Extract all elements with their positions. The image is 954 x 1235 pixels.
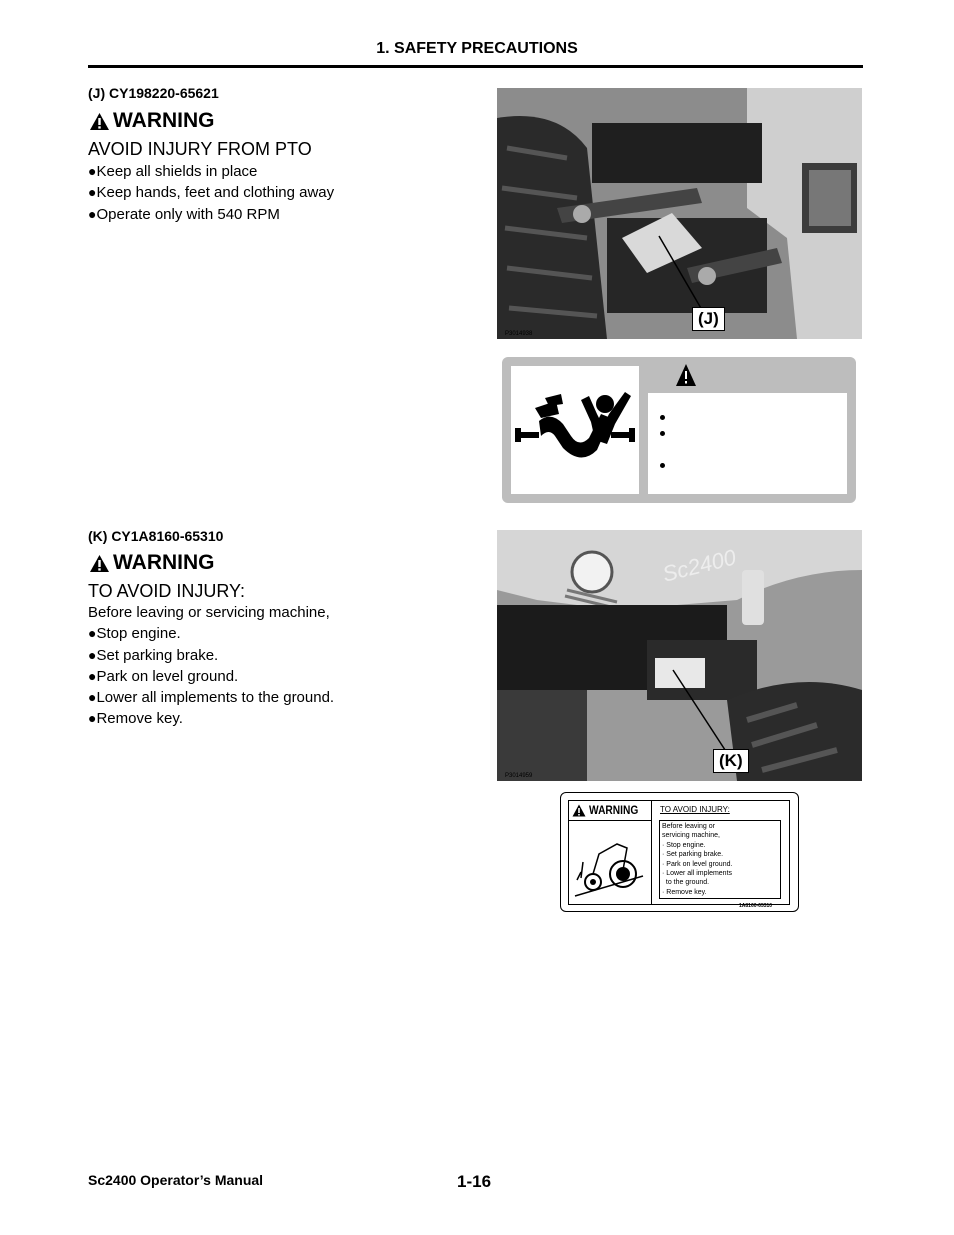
section-k-decal-text-box: Before leaving or servicing machine, · Stop engine. · Set parking brake. · Park on level ground. · Lower all implements to the ground. · Remove key. [659, 820, 781, 899]
warning-triangle-icon [648, 362, 846, 390]
footer-manual-title: Sc2400 Operator’s Manual [88, 1172, 264, 1188]
section-k-decal-part-number: 1A8160-65310 [739, 903, 773, 909]
warning-triangle-icon [89, 112, 110, 131]
list-item: ●Remove key. [88, 710, 183, 728]
warning-triangle-icon [89, 554, 110, 573]
section-k-warning-heading [89, 551, 215, 575]
bullet-icon [660, 431, 665, 436]
section-k-intro: Before leaving or servicing machine, [88, 604, 330, 621]
section-j-bullet-list [88, 161, 334, 225]
bullet-icon: ● [88, 710, 97, 727]
section-k-bullet-list [88, 603, 334, 730]
section-k-id: (K) CY1A8160-65310 [88, 528, 224, 544]
bullet-icon: ● [88, 184, 97, 201]
section-j-photo [497, 88, 862, 339]
section-j-decal-header [648, 362, 846, 390]
section-k-warning-label: WARNING [113, 551, 215, 574]
bullet-icon: ● [88, 163, 97, 179]
section-j-photo-code: P3014938 [505, 331, 533, 337]
list-item: ●Operate only with 540 RPM [88, 205, 280, 223]
footer-page-number: 1-16 [457, 1172, 492, 1191]
bullet-icon: ● [88, 646, 97, 663]
decal-divider [651, 800, 652, 904]
section-k-photo-code: P3014959 [505, 773, 533, 779]
section-j-warning-label: WARNING [113, 109, 215, 132]
section-j-warning-heading [89, 109, 215, 133]
bullet-icon: ● [88, 689, 97, 706]
list-item: ●Keep all shields in place [88, 163, 258, 180]
section-j-id: (J) CY198220-65621 [88, 85, 219, 101]
section-j-decal-text-panel [648, 393, 847, 494]
tractor-pto-photo-illustration [497, 88, 862, 339]
section-k-callout-label: (K) [713, 749, 749, 773]
tractor-rollover-icon [573, 832, 645, 898]
section-k-photo-model-text: Sc2400 [659, 544, 739, 587]
list-item: ●Park on level ground. [88, 667, 239, 685]
section-k-subtitle: TO AVOID INJURY: [88, 581, 246, 601]
section-k-decal-warning-heading [572, 803, 647, 817]
bullet-icon: ● [88, 625, 97, 642]
pto-entanglement-icon [511, 366, 639, 494]
section-j-callout-label: (J) [692, 307, 725, 331]
bullet-icon [660, 463, 665, 468]
section-k-decal-pictogram [573, 832, 645, 903]
page-header-title: 1. SAFETY PRECAUTIONS [376, 40, 578, 57]
list-item: ●Set parking brake. [88, 646, 219, 664]
section-k-decal-warning-label: WARNING [589, 803, 639, 817]
section-j-decal-pictogram [511, 366, 639, 494]
header-rule [88, 65, 863, 68]
bullet-icon [660, 415, 665, 420]
bullet-icon: ● [88, 667, 97, 684]
decal-divider [568, 820, 651, 821]
warning-triangle-icon [572, 804, 586, 817]
list-item: ●Stop engine. [88, 625, 181, 643]
list-item: ●Keep hands, feet and clothing away [88, 184, 335, 202]
list-item: ●Lower all implements to the ground. [88, 689, 335, 707]
bullet-icon: ● [88, 205, 97, 222]
section-j-subtitle: AVOID INJURY FROM PTO [88, 139, 312, 159]
section-k-decal-heading: TO AVOID INJURY: [660, 805, 730, 814]
